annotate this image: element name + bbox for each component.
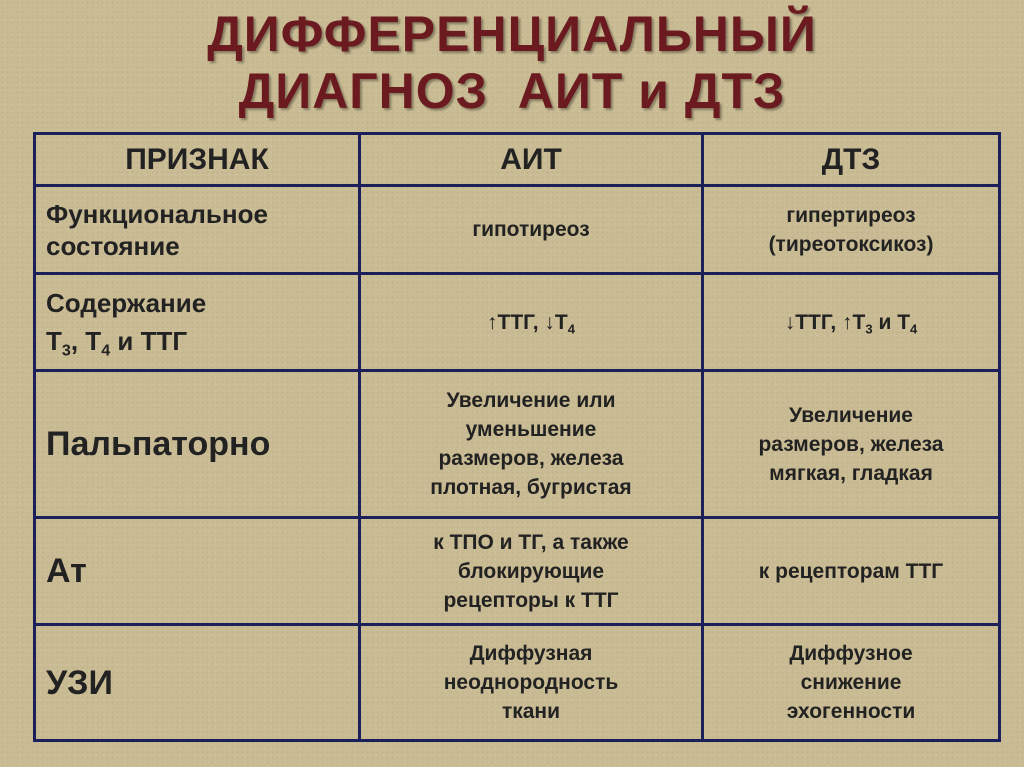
- row-dtz-cell: [703, 186, 1000, 274]
- header-dtz: ДТЗ: [703, 134, 1000, 186]
- header-ait: АИТ: [360, 134, 703, 186]
- header-sign: ПРИЗНАК: [35, 134, 360, 186]
- row-dtz-text: мягкая, гладкая: [769, 461, 933, 485]
- row-sign-text: состояние: [46, 230, 180, 261]
- table-row: [35, 518, 1000, 625]
- row-sign-cell: Пальпаторно: [35, 371, 360, 518]
- row-dtz-text: (тиреотоксикоз): [768, 232, 934, 256]
- row-dtz-text: гипертиреоз: [786, 203, 916, 227]
- row-sign-cell: Ат: [35, 518, 360, 625]
- row-dtz-text: эхогенности: [786, 700, 916, 723]
- row-ait-cell: [360, 518, 703, 625]
- row-dtz-text: снижение: [800, 671, 902, 694]
- row-dtz-cell: [703, 371, 1000, 518]
- row-sign-text: Содержание: [46, 288, 207, 318]
- row-dtz-text: размеров, железа: [758, 432, 944, 456]
- row-ait-cell: гипотиреоз: [360, 186, 703, 274]
- row-ait-cell: [360, 625, 703, 741]
- row-ait-cell: [360, 371, 703, 518]
- table-row: [35, 186, 1000, 274]
- row-dtz-cell: [703, 625, 1000, 741]
- row-ait-text: к ТПО и ТГ, а также: [433, 530, 629, 554]
- table-row: [35, 371, 1000, 518]
- table-row: [35, 625, 1000, 741]
- row-ait-text: Диффузная: [469, 642, 593, 665]
- row-ait-text: размеров, железа: [438, 447, 624, 470]
- row-dtz-cell: ↓ТТГ, $↑Т_3$ и $Т_4$: [703, 274, 1000, 371]
- row-ait-text: ткани: [501, 700, 561, 723]
- row-ait-text: рецепторы к ТТГ: [443, 588, 619, 612]
- row-dtz-text: Диффузное: [789, 642, 913, 665]
- row-sign-cell: УЗИ: [35, 625, 360, 741]
- row-sign-formula: $Т_3$, $Т_4$ и ТТГ: [46, 326, 188, 360]
- row-dtz-text: Увеличение: [789, 403, 913, 427]
- table-header-row: [35, 134, 1000, 186]
- table-row: [35, 274, 1000, 371]
- title-line-2: ДИАГНОЗ АИТ и ДТЗ: [238, 63, 786, 119]
- row-sign-cell: [35, 186, 360, 274]
- diagnosis-table: [33, 132, 1001, 742]
- row-ait-cell: ↑ТТГ, $↓Т_4$: [360, 274, 703, 371]
- row-dtz-cell: к рецепторам ТТГ: [703, 518, 1000, 625]
- row-ait-text: уменьшение: [465, 418, 597, 441]
- slide-title: [0, 6, 1024, 120]
- row-ait-text: плотная, бугристая: [430, 476, 632, 499]
- title-line-1: ДИФФЕРЕНЦИАЛЬНЫЙ: [207, 6, 817, 62]
- row-ait-text: неоднородность: [443, 671, 619, 694]
- row-ait-text: блокирующие: [457, 559, 605, 583]
- row-sign-text: Функциональное: [46, 198, 268, 229]
- row-sign-cell: [35, 274, 360, 371]
- row-ait-text: Увеличение или: [446, 389, 616, 412]
